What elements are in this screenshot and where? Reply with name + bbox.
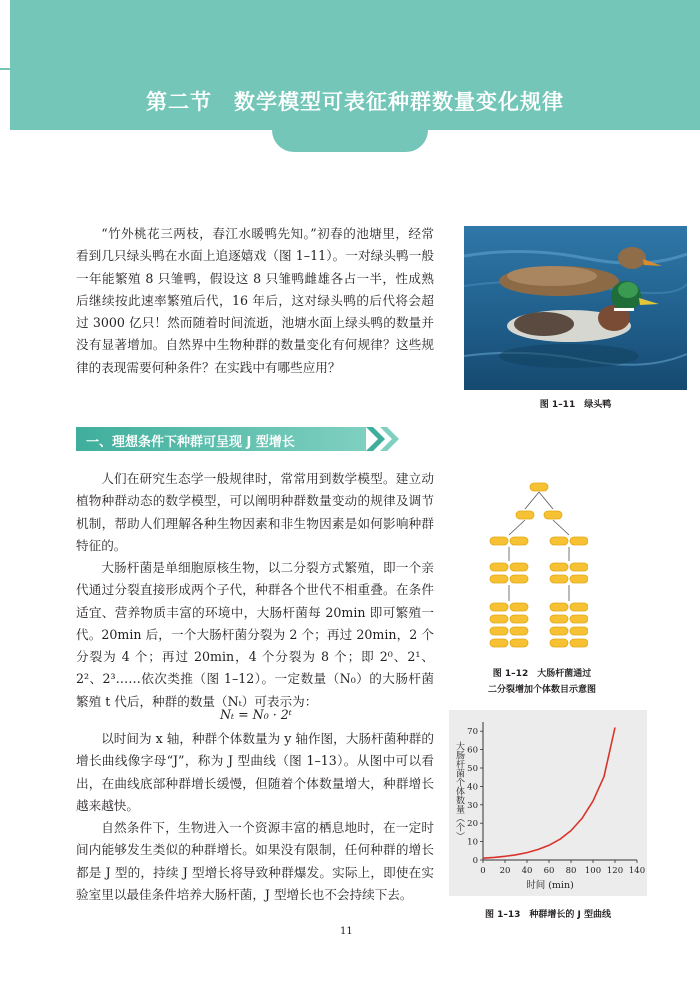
body-paragraph-1: 人们在研究生态学一般规律时，常常用到数学模型。建立动植物种群动态的数学模型，可以阐明种群数量变动的规律及调节机制，帮助人们理解各种生物因素和非生物因素是如何影响种群特征的。 xyxy=(76,471,434,553)
chevron-right-icon xyxy=(364,426,404,452)
x-tick-label: 120 xyxy=(606,866,624,876)
j-curve-plot xyxy=(449,710,647,896)
y-axis-label: 大肠杆菌个体数量（个） xyxy=(454,741,464,841)
body-paragraph-4: 自然条件下，生物进入一个资源丰富的栖息地时，在一定时间内能够发生类似的种群增长。如果没有限制，任何种群的增长都是 J 型的，持续 J 型增长将导致种群爆发。实际上，即使在实验室里以最佳条件培养大肠杆菌，J 型增长也不会持续下去。 xyxy=(76,820,434,902)
y-tick-label: 0 xyxy=(472,856,478,866)
bacteria-caption-line-1: 图 1–12 大肠杆菌通过 xyxy=(492,669,592,679)
header-rule xyxy=(0,68,10,70)
duck-figure-caption: 图 1–11 绿头鸭 xyxy=(539,400,612,410)
y-tick-label: 30 xyxy=(467,800,478,811)
x-tick-label: 20 xyxy=(499,866,511,876)
body-paragraph-2: 大肠杆菌是单细胞原核生物，以二分裂方式繁殖，即一个亲代通过分裂直接形成两个子代，种群各个世代不相重叠。在条件适宜、营养物质丰富的环境中，大肠杆菌每 20min 即可繁殖一代。20min 后，一个大肠杆菌分裂为 2 个；再过 20min，2 个分裂为 4 个；再过 20min，4 个分裂为 8 个；即 2⁰、2¹、2²、2³……依次类推（图 1–12）。一定数量（N₀）的大肠杆菌繁殖 t 代后，种群的数量（Nₜ）可表示为： xyxy=(76,560,434,709)
x-axis-label: 时间 (min) xyxy=(526,880,574,891)
x-tick-label: 60 xyxy=(543,866,555,876)
y-tick-label: 70 xyxy=(467,727,478,738)
header-tab-decoration xyxy=(272,128,428,152)
j-curve-series-line xyxy=(483,728,615,859)
body-paragraph-3: 以时间为 x 轴，种群个体数量为 y 轴作图，大肠杆菌种群的增长曲线像字母“J”，称为 J 型曲线（图 1–13）。从图中可以看出，在曲线底部种群增长缓慢，但随着个体数量增大，种群增长越来越快。 xyxy=(76,731,434,813)
y-tick-label: 10 xyxy=(467,837,478,848)
mallard-duck-photo xyxy=(464,226,687,390)
section-heading: 第二节 数学模型可表征种群数量变化规律 xyxy=(146,90,564,114)
x-tick-label: 0 xyxy=(480,866,486,876)
x-tick-label: 140 xyxy=(628,866,646,876)
curve-figure-caption: 图 1–13 种群增长的 J 型曲线 xyxy=(484,910,612,920)
bacteria-division-diagram xyxy=(488,475,588,655)
section-title: 一、理想条件下种群可呈现 J 型增长 xyxy=(86,435,295,450)
x-tick-label: 40 xyxy=(521,866,533,876)
intro-paragraph: “竹外桃花三两枝，春江水暖鸭先知。”初春的池塘里，经常看到几只绿头鸭在水面上追逐嬉戏（图 1–11）。一对绿头鸭一般一年能繁殖 8 只雏鸭，假设这 8 只雏鸭雌雄各占一半，性成熟后继续按此速率繁殖后代，16 年后，这对绿头鸭的后代将会超过 3000 亿只！然而随着时间流逝，池塘水面上绿头鸭的数量并没有显著增加。自然界中生物种群的数量变化有何规律？这些规律的表现需要何种条件？在实践中有哪些应用？ xyxy=(76,226,434,375)
growth-formula: Nₜ = N₀ · 2ᵗ xyxy=(220,707,292,722)
y-tick-label: 20 xyxy=(467,819,478,830)
y-tick-label: 40 xyxy=(467,782,478,793)
x-tick-label: 100 xyxy=(584,866,602,876)
y-tick-label: 60 xyxy=(467,745,478,756)
j-curve-chart xyxy=(449,710,647,896)
bacteria-caption-line-2: 二分裂增加个体数目示意图 xyxy=(487,685,596,695)
x-tick-label: 80 xyxy=(565,866,577,876)
page-number: 11 xyxy=(340,926,353,937)
y-tick-label: 50 xyxy=(467,764,478,774)
